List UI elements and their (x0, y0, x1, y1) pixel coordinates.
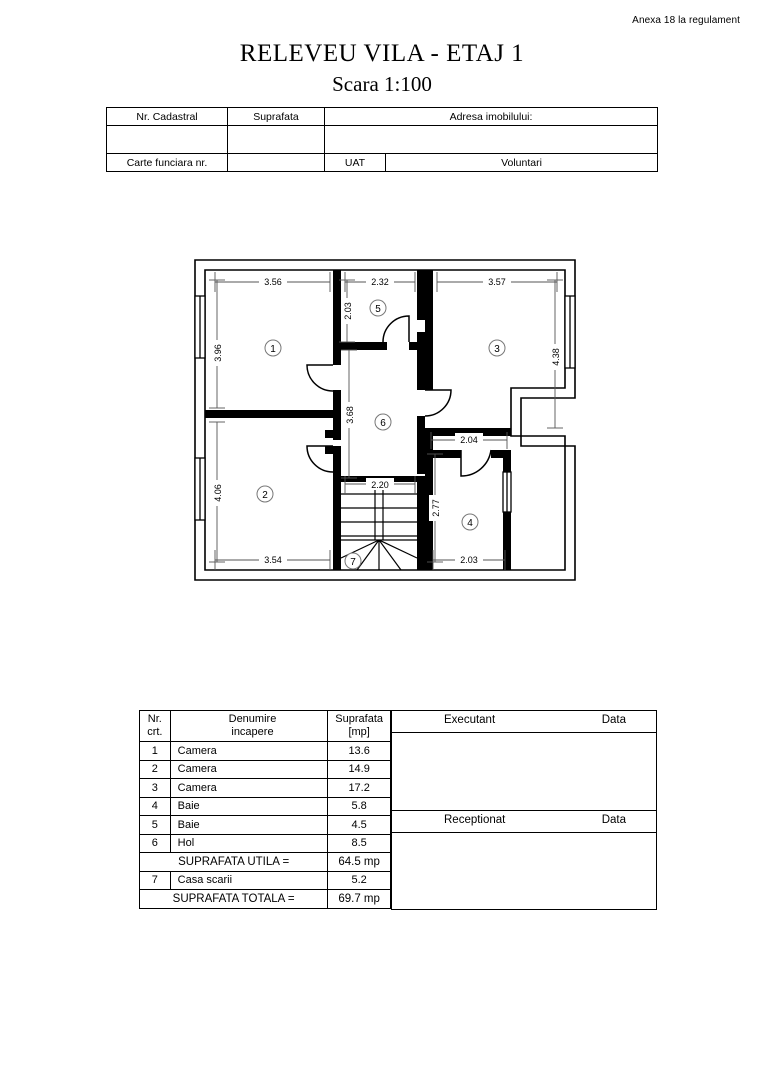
table-row (140, 797, 391, 816)
door-room1 (307, 365, 333, 391)
room-marker-2 (257, 486, 273, 502)
rooms-header-name-line2: incapere (231, 726, 274, 738)
rooms-header-area-line1: Suprafata (335, 713, 383, 725)
cadastral-header-table (106, 107, 658, 172)
page-subtitle-scale: Scara 1:100 (332, 72, 432, 96)
door-room5 (383, 316, 409, 342)
surface-totala-value: 69.7 mp (328, 890, 391, 909)
dimension-label: 3.68 (345, 406, 355, 424)
room-nr: 7 (140, 871, 171, 890)
rooms-header-nr (140, 711, 171, 742)
dimension-label: 3.54 (264, 555, 282, 565)
room-marker-1 (265, 340, 281, 356)
surface-utila-value: 64.5 mp (328, 853, 391, 872)
room-marker-6 (375, 414, 391, 430)
room-nr: 5 (140, 816, 171, 835)
header-cell-uat-value: Voluntari (386, 154, 658, 172)
svg-text:1: 1 (270, 344, 276, 355)
svg-text:5: 5 (375, 304, 381, 315)
room-area: 14.9 (328, 760, 391, 779)
rooms-header-name-line1: Denumire (228, 713, 277, 725)
room-name: Camera (170, 742, 328, 761)
room-area: 13.6 (328, 742, 391, 761)
dimension-label: 2.03 (343, 302, 353, 320)
rooms-table-header-row (140, 711, 391, 742)
dimension-label: 3.57 (488, 277, 506, 287)
header-cell-carte-funciara-label: Carte funciara nr. (107, 154, 228, 172)
executant-header-row (392, 711, 656, 733)
room-name: Hol (170, 834, 328, 853)
surface-utila-label: SUPRAFATA UTILA = (140, 853, 328, 872)
header-table-row (107, 126, 658, 154)
table-row (140, 834, 391, 853)
room-name: Baie (170, 797, 328, 816)
page-title: RELEVEU VILA - ETAJ 1 (239, 40, 525, 67)
header-cell-adresa-value[interactable] (325, 126, 658, 154)
room-marker-4 (462, 514, 478, 530)
svg-text:2: 2 (262, 490, 268, 501)
room-area: 5.8 (328, 797, 391, 816)
room-area: 17.2 (328, 779, 391, 798)
surface-totala-label: SUPRAFATA TOTALA = (140, 890, 328, 909)
room-marker-3 (489, 340, 505, 356)
dimension-label: 2.20 (371, 480, 389, 490)
room-nr: 2 (140, 760, 171, 779)
room-nr: 3 (140, 779, 171, 798)
table-row (140, 760, 391, 779)
header-cell-cadastral-value[interactable] (107, 126, 228, 154)
door-room3 (425, 390, 451, 416)
floor-plan-drawing (185, 250, 585, 590)
table-row (140, 779, 391, 798)
annex-note: Anexa 18 la regulament (632, 15, 740, 26)
table-row (140, 742, 391, 761)
executant-label: Executant (444, 714, 496, 726)
header-cell-cadastral-label: Nr. Cadastral (107, 108, 228, 126)
rooms-header-nr-line1: Nr. (147, 713, 162, 725)
receptionat-label: Receptionat (444, 814, 506, 826)
dimension-label: 2.77 (431, 499, 441, 517)
room-nr: 1 (140, 742, 171, 761)
svg-text:7: 7 (350, 557, 356, 568)
header-cell-suprafata-value[interactable] (228, 126, 325, 154)
receptionat-header-row (392, 811, 656, 833)
room-marker-5 (370, 300, 386, 316)
svg-text:3: 3 (494, 344, 500, 355)
rooms-schedule-table (139, 710, 391, 909)
dimension-label: 2.32 (371, 277, 389, 287)
executant-signature-area[interactable] (392, 733, 656, 811)
room-nr: 4 (140, 797, 171, 816)
rooms-header-nr-line2: crt. (147, 726, 163, 738)
table-row (140, 871, 391, 890)
rooms-header-area-line2: [mp] (348, 726, 370, 738)
header-table-row (107, 108, 658, 126)
dimension-label: 3.96 (213, 344, 223, 362)
door-room4 (461, 450, 491, 476)
header-cell-uat-label: UAT (325, 154, 386, 172)
room-name: Casa scarii (170, 871, 328, 890)
header-cell-carte-funciara-value[interactable] (228, 154, 325, 172)
svg-text:6: 6 (380, 418, 386, 429)
room-name: Camera (170, 760, 328, 779)
dimension-label: 3.56 (264, 277, 282, 287)
room-name: Camera (170, 779, 328, 798)
rooms-header-name (170, 711, 328, 742)
receptionat-signature-area[interactable] (392, 833, 656, 910)
room-name: Baie (170, 816, 328, 835)
room-nr: 6 (140, 834, 171, 853)
receptionat-date-label: Data (601, 814, 626, 826)
room-marker-7 (345, 553, 361, 569)
signature-block-table (391, 710, 657, 910)
room-area: 8.5 (328, 834, 391, 853)
rooms-header-area (328, 711, 391, 742)
header-cell-suprafata-label: Suprafata (228, 108, 325, 126)
floor-plan-svg (185, 250, 585, 590)
dimension-label: 2.04 (460, 435, 478, 445)
header-table-row (107, 154, 658, 172)
surface-utila-row (140, 853, 391, 872)
dimension-label: 2.03 (460, 555, 478, 565)
surface-totala-row (140, 890, 391, 909)
svg-text:4: 4 (467, 518, 473, 529)
dimension-label: 4.38 (551, 348, 561, 366)
header-cell-adresa-label: Adresa imobilului: (325, 108, 658, 126)
room-area: 5.2 (328, 871, 391, 890)
executant-date-label: Data (601, 714, 626, 726)
dimension-label: 4.06 (213, 484, 223, 502)
room-area: 4.5 (328, 816, 391, 835)
table-row (140, 816, 391, 835)
